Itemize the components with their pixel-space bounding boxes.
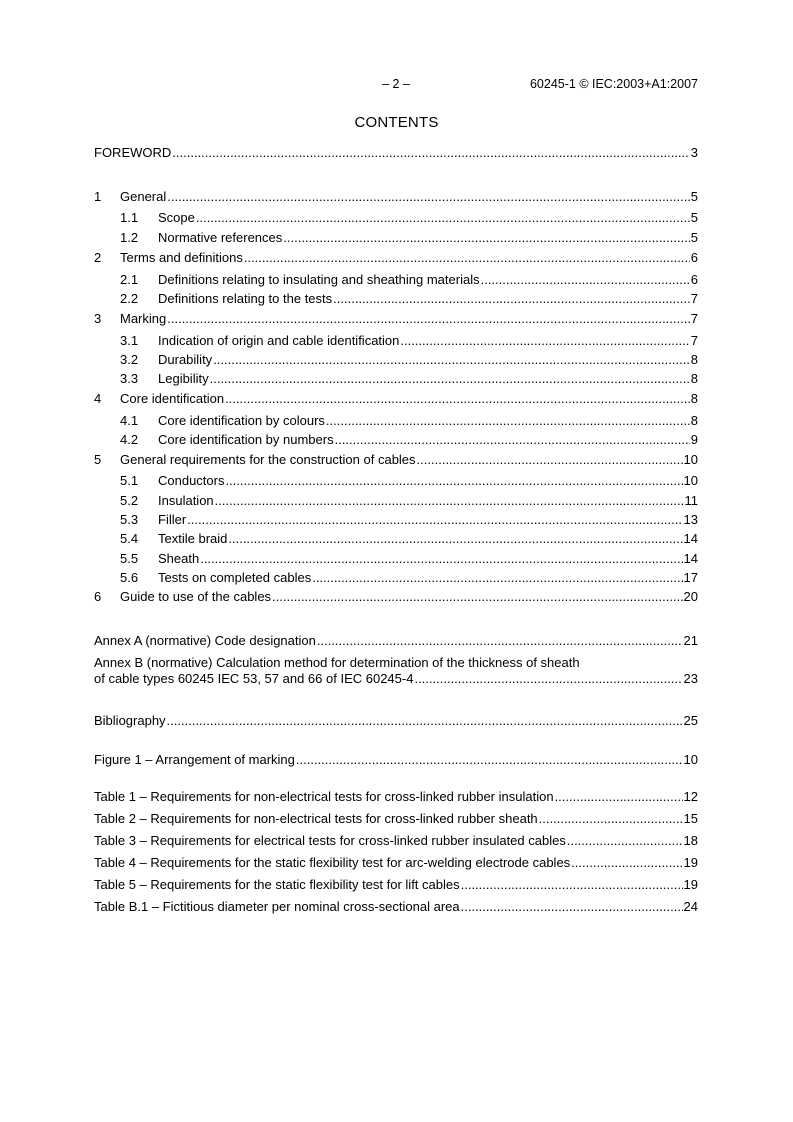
toc-title: Indication of origin and cable identification <box>158 333 400 348</box>
toc-number: 2 <box>94 250 102 265</box>
toc-title: Terms and definitions <box>120 250 243 265</box>
toc-title: Definitions relating to insulating and sheathing materials <box>158 272 480 287</box>
toc-title: Annex A (normative) Code designation <box>94 633 316 648</box>
toc-title: Core identification by colours <box>158 413 325 428</box>
toc-entry-table-1[interactable] <box>94 789 698 805</box>
toc-page: 17 <box>683 570 698 585</box>
toc-title: Figure 1 – Arrangement of marking <box>94 752 295 767</box>
dot-leader <box>296 752 683 768</box>
page-number: – 2 – <box>382 77 410 91</box>
dot-leader <box>244 250 690 266</box>
dot-leader <box>400 333 689 349</box>
toc-page: 24 <box>683 899 698 914</box>
page-header <box>94 77 698 93</box>
toc-title: Scope <box>158 210 195 225</box>
dot-leader <box>539 811 683 827</box>
dot-leader <box>172 145 689 161</box>
toc-page: 18 <box>683 833 698 848</box>
toc-title: Table 4 – Requirements for the static flexibility test for arc-welding electrode cables <box>94 855 571 870</box>
toc-entry-4-2[interactable] <box>120 432 698 448</box>
contents-title: CONTENTS <box>354 114 439 131</box>
dot-leader <box>326 413 690 429</box>
toc-title: General requirements for the construction of cables <box>120 452 416 467</box>
toc-title: Table 2 – Requirements for non-electrical tests for cross-linked rubber sheath <box>94 811 538 826</box>
toc-page: 21 <box>683 633 698 648</box>
toc-title: Tests on completed cables <box>158 570 312 585</box>
dot-leader <box>571 855 682 871</box>
toc-entry-table-4[interactable] <box>94 855 698 871</box>
dot-leader <box>187 512 682 528</box>
toc-page: 6 <box>690 272 698 287</box>
dot-leader <box>215 493 684 509</box>
toc-page: 7 <box>690 311 698 326</box>
toc-number: 1.1 <box>120 210 139 225</box>
dot-leader <box>461 899 683 915</box>
toc-entry-table-3[interactable] <box>94 833 698 849</box>
toc-number: 3.2 <box>120 352 139 367</box>
toc-title: Guide to use of the cables <box>120 589 272 604</box>
dot-leader <box>272 589 682 605</box>
dot-leader <box>283 230 689 246</box>
toc-number: 4.1 <box>120 413 139 428</box>
toc-page: 6 <box>690 250 698 265</box>
dot-leader <box>210 371 690 387</box>
toc-entry-5-5[interactable] <box>120 551 698 567</box>
toc-page: 10 <box>683 452 698 467</box>
dot-leader <box>167 311 690 327</box>
toc-page: 20 <box>683 589 698 604</box>
toc-entry-2[interactable] <box>94 250 698 266</box>
toc-number: 3.3 <box>120 371 139 386</box>
toc-entry-figure-1[interactable] <box>94 752 698 768</box>
toc-page: 13 <box>683 512 698 527</box>
toc-page: 7 <box>690 333 698 348</box>
toc-number: 5.1 <box>120 473 139 488</box>
toc-entry-bibliography[interactable] <box>94 713 698 729</box>
toc-entry-3-3[interactable] <box>120 371 698 387</box>
toc-number: 5.6 <box>120 570 139 585</box>
toc-number: 5.5 <box>120 551 139 566</box>
toc-number: 4.2 <box>120 432 139 447</box>
dot-leader <box>481 272 690 288</box>
toc-title: Insulation <box>158 493 214 508</box>
toc-entry-table-5[interactable] <box>94 877 698 893</box>
toc-entry-2-1[interactable] <box>120 272 698 288</box>
toc-number: 5.4 <box>120 531 139 546</box>
toc-entry-3-1[interactable] <box>120 333 698 349</box>
toc-entry-1[interactable] <box>94 189 698 205</box>
toc-page: 11 <box>684 493 698 508</box>
toc-number: 6 <box>94 589 102 604</box>
toc-entry-2-2[interactable] <box>120 291 698 307</box>
toc-title: FOREWORD <box>94 145 172 160</box>
toc-title: Table 1 – Requirements for non-electrical tests for cross-linked rubber insulation <box>94 789 554 804</box>
toc-entry-foreword[interactable] <box>94 145 698 161</box>
toc-number: 5 <box>94 452 102 467</box>
toc-entry-5[interactable] <box>94 452 698 468</box>
toc-entry-table-2[interactable] <box>94 811 698 827</box>
dot-leader <box>196 210 690 226</box>
toc-page: 8 <box>690 352 698 367</box>
toc-entry-4-1[interactable] <box>120 413 698 429</box>
toc-page: 12 <box>683 789 698 804</box>
toc-title: Normative references <box>158 230 283 245</box>
toc-title: Core identification <box>120 391 225 406</box>
dot-leader <box>200 551 682 567</box>
toc-title: Marking <box>120 311 167 326</box>
toc-number: 2.1 <box>120 272 139 287</box>
toc-entry-5-6[interactable] <box>120 570 698 586</box>
toc-number: 3 <box>94 311 102 326</box>
dot-leader <box>567 833 683 849</box>
dot-leader <box>335 432 690 448</box>
toc-page: 14 <box>683 551 698 566</box>
toc-entry-5-4[interactable] <box>120 531 698 547</box>
toc-title: General <box>120 189 167 204</box>
toc-title: Legibility <box>158 371 209 386</box>
toc-page: 3 <box>690 145 698 160</box>
toc-number: 1 <box>94 189 102 204</box>
toc-page: 25 <box>683 713 698 728</box>
dot-leader <box>461 877 683 893</box>
toc-title: Filler <box>158 512 187 527</box>
toc-title: Bibliography <box>94 713 166 728</box>
toc-page: 10 <box>683 752 698 767</box>
toc-entry-annex-b-line1[interactable]: Annex B (normative) Calculation method for determination of the thickness of sheath <box>94 655 580 670</box>
dot-leader <box>228 531 682 547</box>
toc-entry-3[interactable] <box>94 311 698 327</box>
dot-leader <box>417 452 683 468</box>
toc-title: Textile braid <box>158 531 228 546</box>
toc-page: 8 <box>690 413 698 428</box>
toc-number: 4 <box>94 391 102 406</box>
toc-number: 2.2 <box>120 291 139 306</box>
dot-leader <box>333 291 690 307</box>
toc-page: 10 <box>683 473 698 488</box>
toc-number: 1.2 <box>120 230 139 245</box>
dot-leader <box>213 352 690 368</box>
standard-reference: 60245-1 © IEC:2003+A1:2007 <box>529 77 698 91</box>
toc-page: 8 <box>690 391 698 406</box>
toc-page: 5 <box>690 210 698 225</box>
dot-leader <box>312 570 682 586</box>
toc-entry-5-1[interactable] <box>120 473 698 489</box>
toc-page: 5 <box>690 189 698 204</box>
toc-page: 14 <box>683 531 698 546</box>
dot-leader <box>225 473 682 489</box>
toc-entry-annex-a[interactable] <box>94 633 698 649</box>
toc-number: 5.2 <box>120 493 139 508</box>
toc-page: 8 <box>690 371 698 386</box>
dot-leader <box>225 391 690 407</box>
toc-page: 9 <box>690 432 698 447</box>
toc-title: Table 5 – Requirements for the static flexibility test for lift cables <box>94 877 460 892</box>
toc-title: Sheath <box>158 551 200 566</box>
toc-title: Definitions relating to the tests <box>158 291 333 306</box>
toc-title: of cable types 60245 IEC 53, 57 and 66 of IEC 60245-4 <box>94 671 414 686</box>
dot-leader <box>167 713 683 729</box>
dot-leader <box>317 633 683 649</box>
toc-number: 5.3 <box>120 512 139 527</box>
toc-title: Core identification by numbers <box>158 432 334 447</box>
toc-page: 7 <box>690 291 698 306</box>
toc-entry-5-3[interactable] <box>120 512 698 528</box>
toc-title: Conductors <box>158 473 225 488</box>
toc-title: Table B.1 – Fictitious diameter per nominal cross-sectional area <box>94 899 460 914</box>
toc-entry-4[interactable] <box>94 391 698 407</box>
toc-entry-5-2[interactable] <box>120 493 698 509</box>
toc-entry-annex-b[interactable] <box>94 671 698 687</box>
dot-leader <box>167 189 690 205</box>
toc-page: 5 <box>690 230 698 245</box>
toc-number: 3.1 <box>120 333 139 348</box>
toc-title: Table 3 – Requirements for electrical tests for cross-linked rubber insulated cables <box>94 833 566 848</box>
toc-page: 23 <box>683 671 698 686</box>
toc-page: 19 <box>683 855 698 870</box>
toc-entry-1-1[interactable] <box>120 210 698 226</box>
toc-entry-6[interactable] <box>94 589 698 605</box>
dot-leader <box>414 671 682 687</box>
toc-page: 15 <box>683 811 698 826</box>
toc-entry-1-2[interactable] <box>120 230 698 246</box>
toc-page: 19 <box>683 877 698 892</box>
toc-title: Durability <box>158 352 213 367</box>
toc-entry-table-b1[interactable] <box>94 899 698 915</box>
dot-leader <box>555 789 683 805</box>
toc-entry-3-2[interactable] <box>120 352 698 368</box>
